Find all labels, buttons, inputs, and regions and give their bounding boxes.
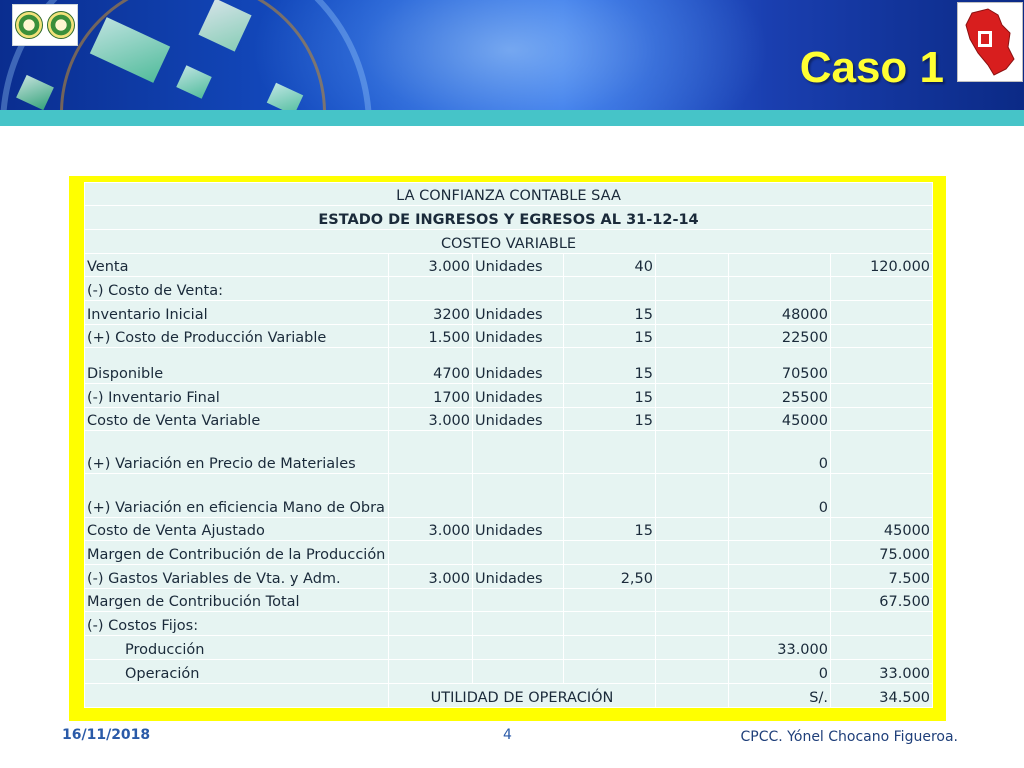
total-amount-cell: 45000 (831, 518, 933, 541)
quantity-cell: 3.000 (389, 565, 473, 589)
partial-amount-cell: 45000 (729, 408, 831, 431)
partial-amount-cell (729, 565, 831, 589)
accent-bar (0, 110, 1024, 126)
table-row (85, 541, 933, 565)
total-amount-cell (831, 431, 933, 474)
partial-amount-cell (729, 589, 831, 612)
partial-amount-cell: 0 (729, 431, 831, 474)
total-amount-cell (831, 408, 933, 431)
table-row (85, 277, 933, 301)
partial-amount-cell: 0 (729, 660, 831, 684)
company-name: LA CONFIANZA CONTABLE SAA (85, 183, 933, 206)
partial-amount-cell: 0 (729, 474, 831, 518)
page-number: 4 (503, 727, 512, 743)
table-row (85, 518, 933, 541)
spacer-cell (656, 474, 729, 518)
spacer-cell (656, 660, 729, 684)
costing-method: COSTEO VARIABLE (85, 230, 933, 254)
spacer-cell (656, 636, 729, 660)
row-label: (-) Gastos Variables de Vta. y Adm. (85, 565, 389, 589)
total-amount-cell: 120.000 (831, 254, 933, 277)
header-row-company (85, 183, 933, 206)
quantity-cell: 4700 (389, 348, 473, 384)
row-label: (+) Variación en eficiencia Mano de Obra (85, 474, 389, 518)
row-label: (+) Costo de Producción Variable (85, 325, 389, 348)
seal-icon (47, 11, 75, 39)
unit-cell: Unidades (473, 565, 564, 589)
spacer-cell (656, 589, 729, 612)
spacer-cell (656, 541, 729, 565)
row-label: (+) Variación en Precio de Materiales (85, 431, 389, 474)
quantity-cell (389, 612, 473, 636)
partial-amount-cell (729, 612, 831, 636)
spacer-cell (656, 348, 729, 384)
total-amount-cell (831, 325, 933, 348)
unit-cell (473, 636, 564, 660)
unit-price-cell: 40 (564, 254, 656, 277)
unit-price-cell (564, 636, 656, 660)
table-row (85, 348, 933, 384)
income-statement-table (84, 182, 933, 708)
spacer-cell (656, 384, 729, 408)
total-amount-cell: 67.500 (831, 589, 933, 612)
row-label: Margen de Contribución Total (85, 589, 389, 612)
total-amount-cell (831, 277, 933, 301)
unit-price-cell: 15 (564, 325, 656, 348)
unit-cell (473, 612, 564, 636)
unit-cell (473, 277, 564, 301)
header-row-method (85, 230, 933, 254)
table-row (85, 408, 933, 431)
table-row (85, 254, 933, 277)
spacer-cell (656, 277, 729, 301)
unit-cell: Unidades (473, 301, 564, 325)
unit-price-cell (564, 541, 656, 565)
unit-cell (473, 541, 564, 565)
partial-amount-cell (729, 254, 831, 277)
table-row (85, 612, 933, 636)
quantity-cell (389, 636, 473, 660)
row-label: (-) Costo de Venta: (85, 277, 389, 301)
result-row (85, 684, 933, 708)
partial-amount-cell (729, 277, 831, 301)
quantity-cell (389, 474, 473, 518)
quantity-cell (389, 431, 473, 474)
row-label: (-) Inventario Final (85, 384, 389, 408)
footer-author: CPCC. Yónel Chocano Figueroa. (740, 729, 958, 745)
row-label: Margen de Contribución de la Producción (85, 541, 389, 565)
partial-amount-cell: 22500 (729, 325, 831, 348)
row-label: Disponible (85, 348, 389, 384)
spacer-cell (656, 684, 729, 708)
table-row (85, 660, 933, 684)
spacer-cell (656, 518, 729, 541)
unit-price-cell: 2,50 (564, 565, 656, 589)
table-row (85, 636, 933, 660)
unit-cell (473, 589, 564, 612)
row-label: Venta (85, 254, 389, 277)
total-amount-cell (831, 474, 933, 518)
partial-amount-cell (729, 518, 831, 541)
statement-title: ESTADO DE INGRESOS Y EGRESOS AL 31-12-14 (85, 206, 933, 230)
quantity-cell: 3200 (389, 301, 473, 325)
quantity-cell: 1.500 (389, 325, 473, 348)
table-row (85, 431, 933, 474)
total-amount-cell (831, 348, 933, 384)
unit-cell: Unidades (473, 518, 564, 541)
total-amount-cell: 75.000 (831, 541, 933, 565)
total-amount-cell: 7.500 (831, 565, 933, 589)
header-row-title (85, 206, 933, 230)
row-label: Costo de Venta Ajustado (85, 518, 389, 541)
quantity-cell: 1700 (389, 384, 473, 408)
unit-price-cell: 15 (564, 408, 656, 431)
unit-cell (473, 431, 564, 474)
table-row (85, 565, 933, 589)
spacer-cell (656, 408, 729, 431)
table-row (85, 384, 933, 408)
spacer-cell (656, 565, 729, 589)
unit-cell: Unidades (473, 384, 564, 408)
footer-date: 16/11/2018 (62, 727, 151, 743)
quantity-cell (389, 541, 473, 565)
row-label: (-) Costos Fijos: (85, 612, 389, 636)
table-row (85, 474, 933, 518)
unit-cell: Unidades (473, 408, 564, 431)
spacer-cell (656, 301, 729, 325)
unit-price-cell (564, 277, 656, 301)
unit-price-cell (564, 474, 656, 518)
unit-price-cell: 15 (564, 518, 656, 541)
quantity-cell (389, 277, 473, 301)
total-amount-cell (831, 301, 933, 325)
quantity-cell (389, 589, 473, 612)
header-banner (0, 0, 1024, 110)
slide-title: Caso 1 (799, 43, 944, 92)
partial-amount-cell (729, 541, 831, 565)
quantity-cell: 3.000 (389, 408, 473, 431)
spacer-cell (656, 254, 729, 277)
institution-seals-icon (12, 4, 78, 46)
unit-cell: Unidades (473, 325, 564, 348)
operating-income-total: 34.500 (831, 684, 933, 708)
unit-cell (473, 474, 564, 518)
unit-cell (473, 660, 564, 684)
row-label: Costo de Venta Variable (85, 408, 389, 431)
partial-amount-cell: 70500 (729, 348, 831, 384)
total-amount-cell: 33.000 (831, 660, 933, 684)
table-row (85, 325, 933, 348)
partial-amount-cell: 25500 (729, 384, 831, 408)
partial-amount-cell: 33.000 (729, 636, 831, 660)
spacer-cell (656, 612, 729, 636)
table-row (85, 301, 933, 325)
partial-amount-cell: 48000 (729, 301, 831, 325)
unit-cell: Unidades (473, 254, 564, 277)
total-amount-cell (831, 384, 933, 408)
unit-price-cell (564, 612, 656, 636)
total-amount-cell (831, 612, 933, 636)
unit-price-cell (564, 431, 656, 474)
row-label: Operación (85, 660, 389, 684)
quantity-cell: 3.000 (389, 254, 473, 277)
quantity-cell (389, 660, 473, 684)
unit-price-cell: 15 (564, 301, 656, 325)
spacer-cell (656, 431, 729, 474)
table-row (85, 589, 933, 612)
unit-price-cell: 15 (564, 348, 656, 384)
operating-income-label: UTILIDAD DE OPERACIÓN (389, 684, 656, 708)
unit-price-cell: 15 (564, 384, 656, 408)
peru-map-icon (957, 2, 1023, 82)
quantity-cell: 3.000 (389, 518, 473, 541)
seal-icon (15, 11, 43, 39)
row-label: Producción (85, 636, 389, 660)
unit-price-cell (564, 660, 656, 684)
unit-price-cell (564, 589, 656, 612)
unit-cell: Unidades (473, 348, 564, 384)
spacer-cell (656, 325, 729, 348)
currency-symbol: S/. (729, 684, 831, 708)
row-label: Inventario Inicial (85, 301, 389, 325)
total-amount-cell (831, 636, 933, 660)
spacer-cell (85, 684, 389, 708)
